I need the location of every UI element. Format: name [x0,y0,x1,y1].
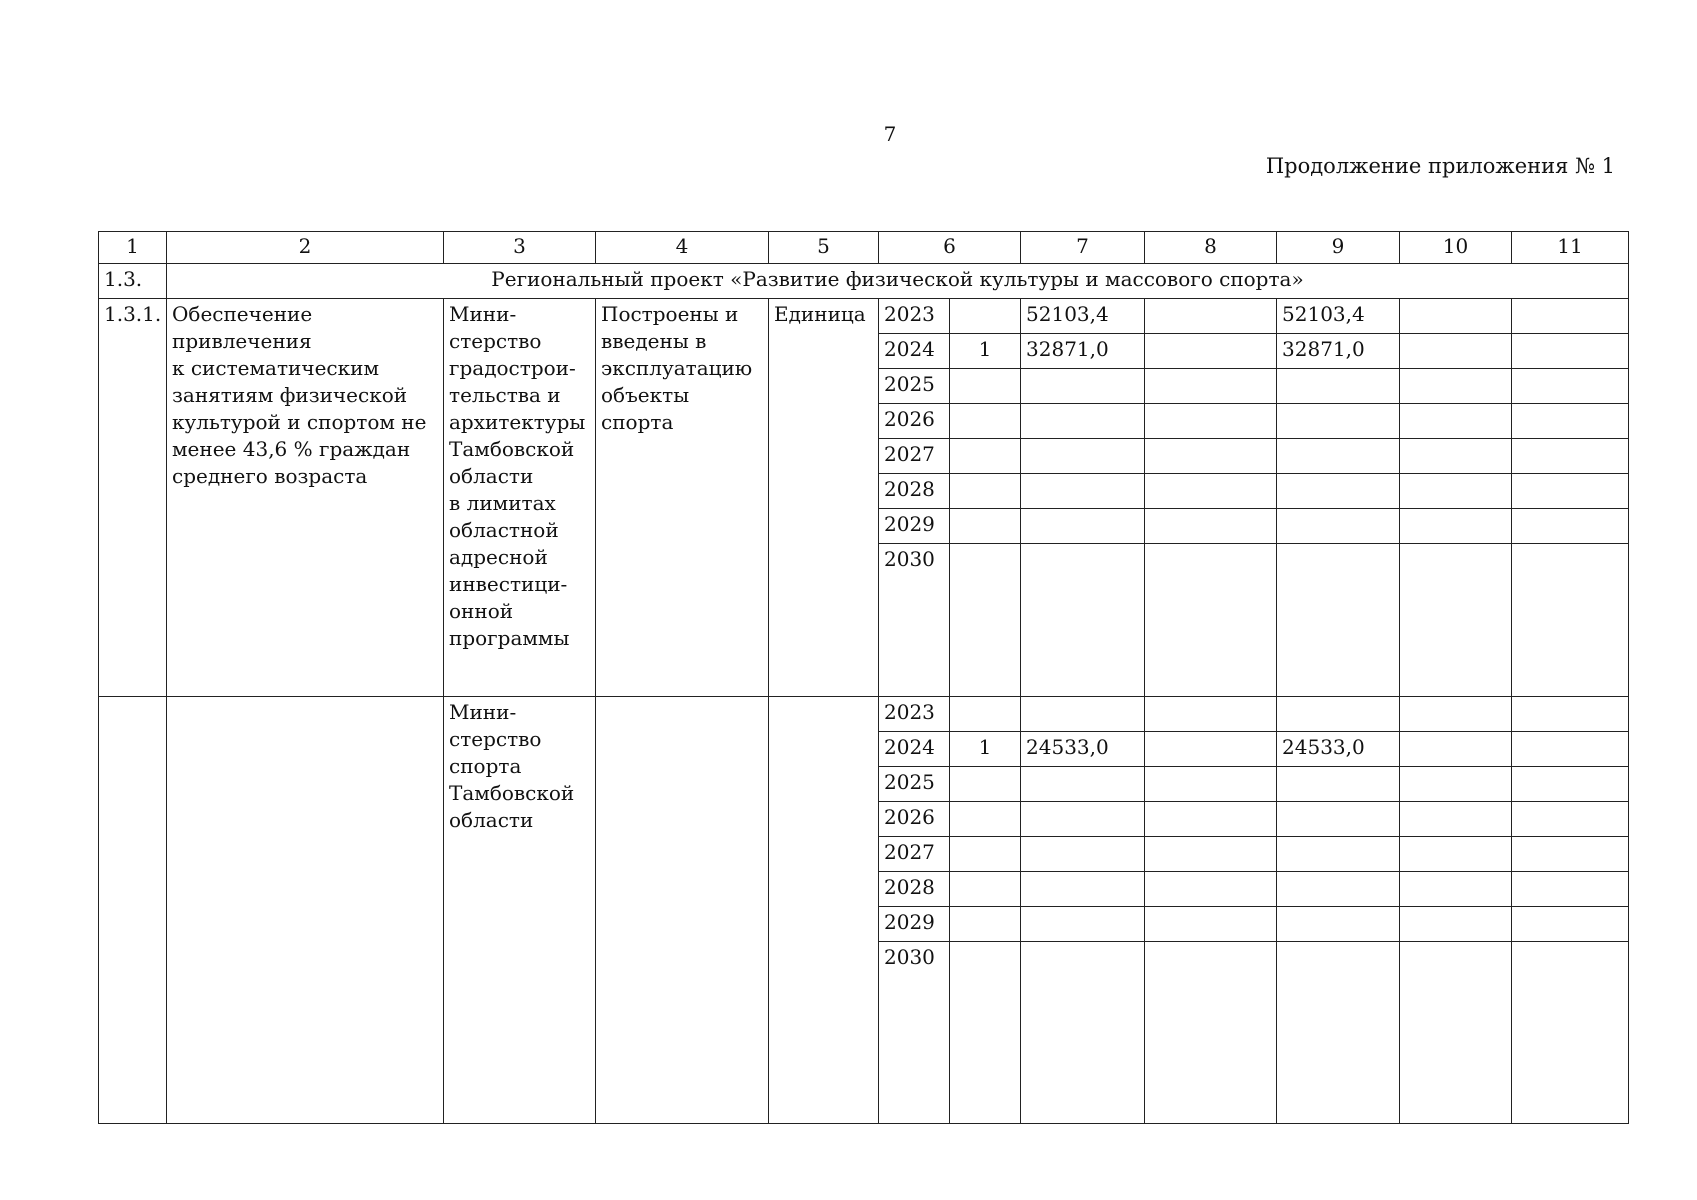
count-cell [950,474,1021,509]
value-cell [1512,732,1629,767]
value-cell [1145,474,1277,509]
executor-line: архитектуры [449,410,586,434]
executor-line: стерство [449,329,542,353]
count-cell [950,767,1021,802]
value-cell [1512,439,1629,474]
count-cell [950,369,1021,404]
value-cell [1145,942,1277,1124]
unit [769,697,879,1124]
value-cell [1021,802,1145,837]
year-cell: 2027 [879,439,950,474]
value-cell [1021,907,1145,942]
count-cell: 1 [950,732,1021,767]
annex-continuation-label: Продолжение приложения № 1 [1265,154,1615,178]
year-cell: 2023 [879,697,950,732]
program-table [98,231,1629,1124]
value-cell [1400,697,1512,732]
value-cell [1145,732,1277,767]
executor-line: Мини- [449,700,517,724]
value-cell [1400,439,1512,474]
value-cell [1512,334,1629,369]
column-number: 8 [1145,232,1277,264]
value-cell [1277,767,1400,802]
item-code: 1.3.1. [99,299,167,697]
year-cell: 2028 [879,872,950,907]
value-cell [1145,509,1277,544]
value-cell [1145,907,1277,942]
value-cell [1145,544,1277,697]
column-number: 9 [1277,232,1400,264]
count-cell [950,802,1021,837]
count-cell [950,509,1021,544]
executor-line: области [449,808,534,832]
value-cell [1512,767,1629,802]
column-number: 11 [1512,232,1629,264]
count-cell [950,697,1021,732]
executor-line: Тамбовской [449,437,575,461]
executor-line: инвестици- [449,572,568,596]
value-cell [1145,334,1277,369]
item-name-line: к систематическим [172,356,380,380]
value-cell [1277,509,1400,544]
value-cell [1512,369,1629,404]
column-number: 6 [879,232,1021,264]
count-cell [950,907,1021,942]
executor-line: стерство [449,727,542,751]
value-cell [1512,404,1629,439]
column-number: 4 [596,232,769,264]
executor-line: адресной [449,545,548,569]
count-cell [950,404,1021,439]
result-line: введены в [601,329,707,353]
value-cell [1512,907,1629,942]
unit: Единица [769,299,879,697]
value-cell: 32871,0 [1021,334,1145,369]
item-name-line: культурой и спортом не [172,410,427,434]
value-cell [1512,509,1629,544]
executor-line: области [449,464,534,488]
value-cell [1145,837,1277,872]
result [596,697,769,1124]
count-cell [950,439,1021,474]
value-cell [1277,872,1400,907]
value-cell [1021,767,1145,802]
value-cell [1512,697,1629,732]
executor-line: программы [449,626,570,650]
value-cell [1021,404,1145,439]
value-cell [1145,299,1277,334]
result-line: Построены и [601,302,739,326]
year-cell: 2026 [879,404,950,439]
count-cell [950,837,1021,872]
value-cell [1145,767,1277,802]
value-cell [1400,334,1512,369]
result [596,299,769,697]
value-cell [1277,544,1400,697]
item-name-line: занятиям физической [172,383,408,407]
value-cell [1145,872,1277,907]
value-cell [1021,697,1145,732]
year-cell: 2023 [879,299,950,334]
executor [444,697,596,1124]
count-cell [950,942,1021,1124]
result-line: эксплуатацию [601,356,753,380]
year-cell: 2029 [879,509,950,544]
value-cell [1277,369,1400,404]
year-cell: 2024 [879,334,950,369]
section-row [99,264,1629,299]
column-number: 5 [769,232,879,264]
value-cell [1512,872,1629,907]
count-cell [950,544,1021,697]
value-cell [1277,907,1400,942]
value-cell [1277,837,1400,872]
value-cell [1145,697,1277,732]
value-cell: 24533,0 [1277,732,1400,767]
value-cell [1021,942,1145,1124]
year-cell: 2029 [879,907,950,942]
item-name-line: менее 43,6 % граждан [172,437,411,461]
year-cell: 2026 [879,802,950,837]
value-cell: 32871,0 [1277,334,1400,369]
value-cell [1021,837,1145,872]
value-cell [1512,837,1629,872]
value-cell: 52103,4 [1021,299,1145,334]
value-cell: 24533,0 [1021,732,1145,767]
executor-line: Тамбовской [449,781,575,805]
value-cell [1512,942,1629,1124]
column-number: 7 [1021,232,1145,264]
year-cell: 2025 [879,767,950,802]
value-cell [1400,872,1512,907]
value-cell [1145,802,1277,837]
value-cell [1145,369,1277,404]
section-title: Региональный проект «Развитие физической культуры и массового спорта» [167,264,1629,299]
value-cell [1277,439,1400,474]
value-cell [1021,369,1145,404]
executor-line: в лимитах [449,491,556,515]
value-cell [1021,544,1145,697]
value-cell [1277,802,1400,837]
executor [444,299,596,697]
value-cell [1400,942,1512,1124]
year-cell: 2024 [879,732,950,767]
value-cell [1277,404,1400,439]
page-number: 7 [883,122,897,146]
value-cell [1145,439,1277,474]
year-cell: 2025 [879,369,950,404]
column-number: 1 [99,232,167,264]
value-cell [1400,509,1512,544]
executor-line: спорта [449,754,522,778]
value-cell [1400,907,1512,942]
item-code [99,697,167,1124]
value-cell [1277,942,1400,1124]
value-cell [1400,802,1512,837]
item-name-line: Обеспечение привлечения [172,302,313,353]
count-cell [950,299,1021,334]
value-cell [1145,404,1277,439]
value-cell [1400,732,1512,767]
executor-line: тельства и [449,383,561,407]
value-cell [1400,544,1512,697]
value-cell [1277,697,1400,732]
year-cell: 2027 [879,837,950,872]
value-cell [1021,509,1145,544]
value-cell [1512,544,1629,697]
column-number: 2 [167,232,444,264]
result-line: объекты спорта [601,383,690,434]
item-name-line: среднего возраста [172,464,368,488]
value-cell [1400,767,1512,802]
value-cell [1021,474,1145,509]
column-number: 10 [1400,232,1512,264]
value-cell [1512,474,1629,509]
count-cell [950,872,1021,907]
value-cell [1277,474,1400,509]
item-name [167,299,444,697]
value-cell [1512,299,1629,334]
section-code: 1.3. [99,264,167,299]
year-cell: 2030 [879,942,950,1124]
value-cell [1400,299,1512,334]
value-cell [1400,404,1512,439]
value-cell [1512,802,1629,837]
executor-line: градострои- [449,356,576,380]
column-number: 3 [444,232,596,264]
value-cell [1021,439,1145,474]
year-row [99,299,1629,334]
executor-line: Мини- [449,302,517,326]
executor-line: областной [449,518,559,542]
executor-line: онной [449,599,514,623]
year-row [99,697,1629,732]
value-cell [1400,369,1512,404]
year-cell: 2028 [879,474,950,509]
count-cell: 1 [950,334,1021,369]
column-number-row [99,232,1629,264]
value-cell [1400,837,1512,872]
value-cell [1400,474,1512,509]
value-cell [1021,872,1145,907]
item-name [167,697,444,1124]
value-cell: 52103,4 [1277,299,1400,334]
year-cell: 2030 [879,544,950,697]
